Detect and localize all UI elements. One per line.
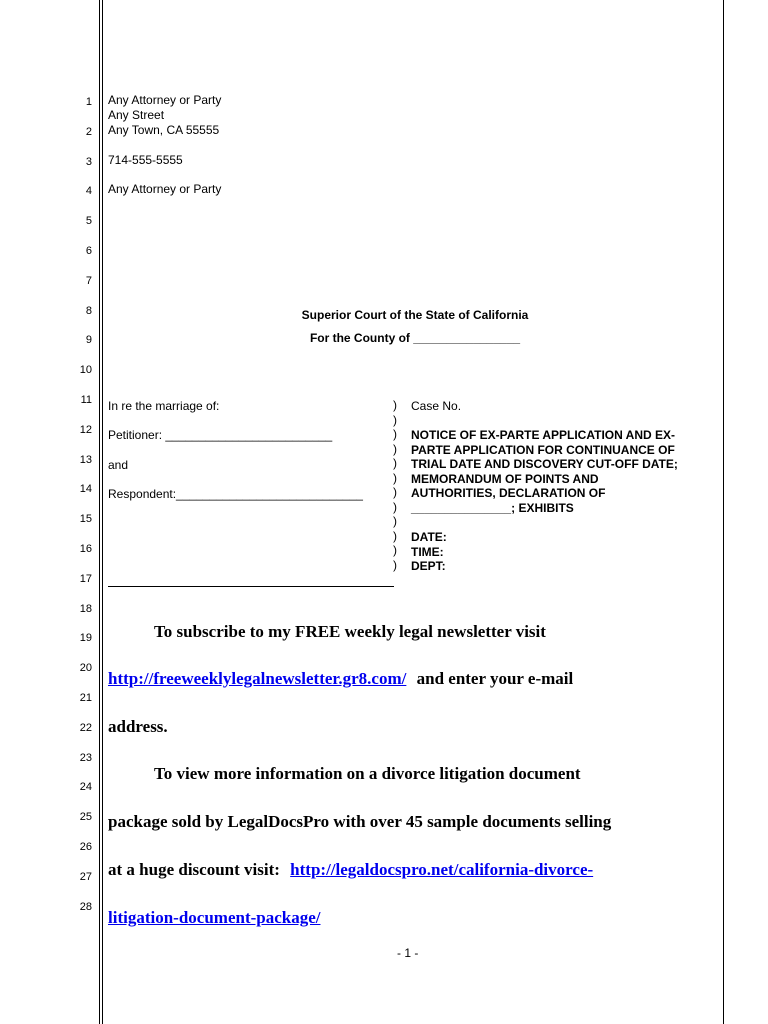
line-number: 25 (79, 811, 92, 824)
line-number: 15 (79, 513, 92, 526)
newsletter-paragraph-line3: address. (108, 717, 168, 736)
package-link-prefix: at a huge discount visit: (108, 860, 285, 879)
package-paragraph-line4 (108, 908, 321, 928)
caption-respondent: Respondent:____________________________ (108, 487, 363, 501)
document-title-line: TRIAL DATE AND DISCOVERY CUT-OFF DATE; (411, 457, 678, 471)
package-link[interactable]: http://legaldocspro.net/california-divorce- (290, 860, 594, 879)
package-paragraph-line1: To view more information on a divorce litigation document (154, 764, 581, 783)
package-link-continued[interactable]: litigation-document-package/ (108, 908, 321, 927)
line-number: 7 (85, 274, 92, 287)
document-title-line: AUTHORITIES, DECLARATION OF (411, 486, 606, 500)
hearing-dept: DEPT: (411, 559, 446, 573)
line-number: 28 (79, 900, 92, 913)
caption-parentheses: ) ) ) ) ) ) ) ) ) ) ) ) (393, 398, 397, 572)
line-number: 17 (79, 572, 92, 585)
document-title-line: PARTE APPLICATION FOR CONTINUANCE OF (411, 442, 675, 457)
caption-in-re: In re the marriage of: (108, 399, 220, 413)
left-margin-rule-inner (102, 0, 103, 1024)
attorney-for: Any Attorney or Party (108, 182, 222, 196)
line-number: 20 (79, 662, 92, 675)
line-number: 23 (79, 751, 92, 764)
document-title-line: _______________; EXHIBITS (411, 500, 574, 515)
line-number: 24 (79, 781, 92, 794)
line-number: 27 (79, 870, 92, 883)
line-number: 14 (79, 483, 92, 496)
document-title (411, 428, 701, 515)
line-number: 26 (79, 841, 92, 853)
attorney-phone: 714-555-5555 (108, 153, 183, 167)
line-number: 2 (85, 125, 92, 138)
page-number: - 1 - (397, 946, 419, 960)
right-margin-rule (723, 0, 724, 1024)
line-number: 22 (79, 721, 92, 734)
package-paragraph-line2: package sold by LegalDocsPro with over 45 sample documents selling (108, 812, 612, 831)
line-number: 19 (79, 632, 92, 645)
line-number: 12 (79, 423, 92, 436)
line-number: 11 (80, 394, 92, 406)
line-number: 16 (79, 543, 92, 555)
court-name: Superior Court of the State of California (301, 308, 529, 322)
line-number: 5 (85, 215, 92, 228)
caption-and: and (108, 458, 129, 472)
newsletter-paragraph-line2 (108, 669, 573, 689)
line-number: 18 (79, 602, 92, 615)
case-number: Case No. (411, 399, 462, 413)
line-number: 1 (85, 96, 92, 108)
line-number: 3 (85, 155, 92, 168)
line-number: 21 (79, 692, 92, 704)
document-title-line: NOTICE OF EX-PARTE APPLICATION AND EX- (411, 428, 676, 442)
line-number: 13 (79, 453, 92, 466)
package-paragraph-line3 (108, 860, 593, 880)
document-title-line: MEMORANDUM OF POINTS AND (411, 471, 599, 486)
attorney-street: Any Street (108, 108, 165, 122)
line-number: 6 (85, 245, 92, 257)
court-county: For the County of ________________ (309, 331, 521, 345)
line-number: 8 (85, 304, 92, 317)
hearing-time: TIME: (411, 545, 444, 559)
newsletter-link[interactable]: http://freeweeklylegalnewsletter.gr8.com/ (108, 669, 407, 688)
attorney-city: Any Town, CA 55555 (108, 123, 220, 137)
caption-bottom-rule (108, 586, 394, 587)
caption-petitioner: Petitioner: _________________________ (108, 428, 333, 442)
newsletter-link-suffix: and enter your e-mail (412, 669, 574, 688)
left-margin-rule-outer (99, 0, 100, 1024)
hearing-date: DATE: (411, 530, 447, 544)
attorney-name: Any Attorney or Party (108, 93, 222, 107)
line-number: 4 (85, 185, 92, 198)
line-number: 10 (79, 364, 92, 377)
newsletter-paragraph-line1: To subscribe to my FREE weekly legal newsletter visit (154, 622, 546, 641)
line-number: 9 (85, 334, 92, 347)
